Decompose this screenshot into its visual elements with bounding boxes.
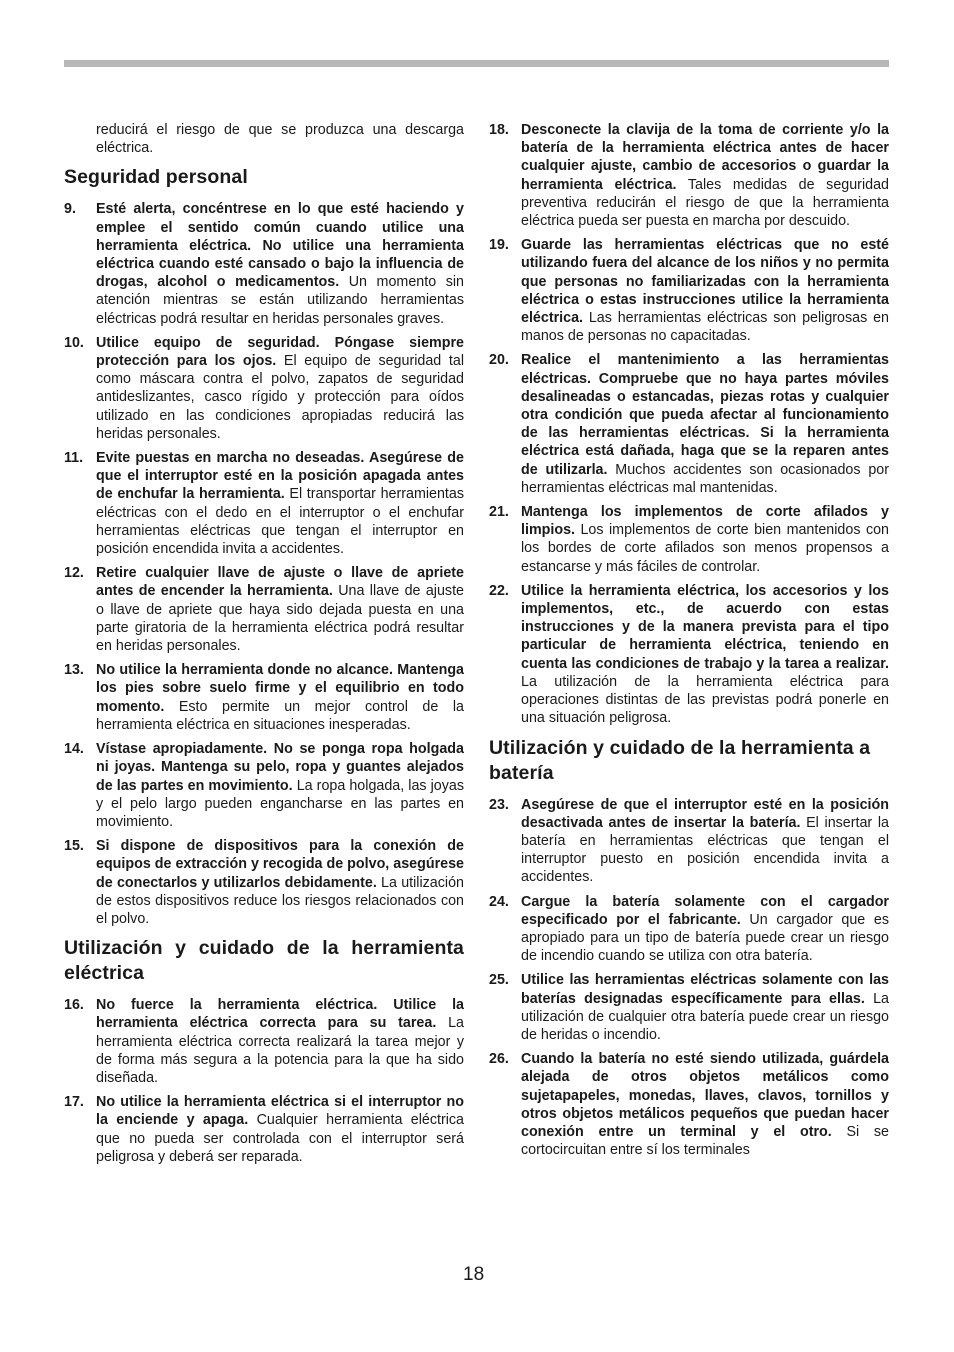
item-explanation: Si se cortocircuitan entre sí los terminales (521, 1123, 889, 1159)
item-explanation: Las herramientas eléctricas son peligrosas en manos de personas no capacitadas. (521, 310, 889, 345)
list-item (489, 236, 889, 345)
list-item (489, 796, 889, 887)
list-item (489, 582, 889, 728)
item-instruction: Vístase apropiadamente. No se ponga ropa holgada ni joyas. Mantenga su pelo, ropa y guantes alejados de las partes en movimiento. (96, 741, 464, 794)
personal-safety-list (64, 200, 464, 928)
item-explanation: La utilización de cualquier otra batería puede crear un riesgo de heridas o incendio. (521, 990, 890, 1043)
item-instruction: Asegúrese de que el interruptor esté en la posición desactivada antes de insertar la batería. (521, 796, 889, 831)
item-instruction: Evite puestas en marcha no deseadas. Asegúrese de que el interruptor esté en la posición apagada antes de enchufar la herramienta. (96, 450, 464, 503)
item-number: 17. (64, 1094, 84, 1111)
item-number: 11. (64, 450, 84, 467)
list-item (489, 351, 889, 497)
item-number: 25. (489, 972, 509, 989)
list-item (64, 740, 464, 831)
list-item (489, 121, 889, 230)
section-heading-power-tool-use: Utilización y cuidado de la herramienta eléctrica (64, 937, 464, 985)
item-instruction: Esté alerta, concéntrese en lo que esté haciendo y emplee el sentido común cuando utilice una herramienta eléctrica. No utilice una herramienta eléctrica cuando esté cansado o bajo la influencia de drogas, alcohol o medicamentos. (96, 201, 464, 291)
item-number: 22. (489, 582, 509, 599)
item-number: 21. (489, 504, 509, 521)
item-number: 18. (489, 122, 509, 138)
list-item (64, 564, 464, 655)
list-item (489, 1050, 889, 1159)
item-explanation: Un cargador que es apropiado para un tipo de batería puede crear un riesgo de incendio cuando se utiliza con otra batería. (521, 911, 889, 965)
power-tool-use-list (64, 996, 464, 1166)
item-explanation: Muchos accidentes son ocasionados por herramientas eléctricas mal mantenidas. (521, 461, 889, 496)
item-explanation: Esto permite un mejor control de la herramienta eléctrica en situaciones inesperadas. (96, 698, 464, 733)
item-number: 14. (64, 741, 84, 758)
item-number: 23. (489, 796, 509, 813)
item-instruction: Guarde las herramientas eléctricas que no esté utilizando fuera del alcance de los niños y no permita que personas no familiarizadas con la herramienta eléctrica o estas instrucciones utilice la herramienta eléctrica. (521, 237, 889, 327)
item-instruction: Utilice equipo de seguridad. Póngase siempre protección para los ojos. (96, 334, 464, 370)
item-explanation: Tales medidas de seguridad preventiva reducirán el riesgo de que la herramienta eléctrica pueda ser puesta en marcha por descuido. (521, 176, 889, 230)
item-number: 26. (489, 1051, 509, 1068)
item-instruction: No utilice la herramienta donde no alcance. Mantenga los pies sobre suelo firme y el equilibrio en todo momento. (96, 662, 464, 715)
item-number: 19. (489, 237, 509, 254)
item-instruction: No utilice la herramienta eléctrica si el interruptor no la enciende y apaga. (96, 1094, 464, 1129)
power-tool-use-list-continued (489, 121, 889, 728)
item-number: 13. (64, 662, 84, 679)
item-instruction: Realice el mantenimiento a las herramientas eléctricas. Compruebe que no haya partes móviles desalineadas o estancadas, piezas rotas y cualquier otra condición que pueda afectar al funcionamiento de las herramientas eléctricas. Si la herramienta eléctrica está dañada, haga que se la reparen antes de utilizarla. (521, 352, 889, 478)
item-explanation: La utilización de estos dispositivos reduce los riesgos relacionados con el polvo. (96, 874, 464, 927)
list-item (64, 661, 464, 734)
item-explanation: Una llave de ajuste o llave de apriete que haya sido dejada puesta en una parte giratoria de la herramienta eléctrica podrá resultar en heridas personales. (96, 583, 464, 655)
list-item (489, 503, 889, 576)
item-explanation: La ropa holgada, las joyas y el pelo largo pueden engancharse en las partes en movimiento. (96, 777, 465, 830)
item-explanation: El insertar la batería en herramientas eléctricas que tengan el interruptor puesto en posición encendida invita a accidentes. (521, 814, 889, 886)
item-instruction: Utilice las herramientas eléctricas solamente con las baterías designadas específicamente para ellas. (521, 972, 889, 1007)
list-item (489, 893, 889, 966)
list-item (64, 837, 464, 928)
continuation-text: reducirá el riesgo de que se produzca una descarga eléctrica. (96, 122, 464, 157)
item-number: 12. (64, 565, 84, 582)
list-item (489, 971, 889, 1044)
page-number: 18 (463, 1264, 485, 1285)
item-instruction: No fuerce la herramienta eléctrica. Utilice la herramienta eléctrica correcta para su tarea. (96, 997, 464, 1032)
item-number: 20. (489, 352, 509, 369)
item-explanation: Los implementos de corte bien mantenidos con los bordes de corte afilados son menos propensos a estancarse y más fáciles de controlar. (521, 522, 889, 575)
section-heading-personal-safety: Seguridad personal (64, 166, 248, 189)
item-instruction: Cargue la batería solamente con el cargador especificado por el fabricante. (521, 893, 889, 928)
item-number: 10. (64, 334, 84, 351)
item-number: 16. (64, 997, 84, 1014)
item-number: 24. (489, 893, 509, 910)
list-item (64, 449, 464, 558)
item-explanation: La herramienta eléctrica correcta realizará la tarea mejor y de forma más segura a la potencia para la que ha sido diseñada. (96, 1015, 464, 1086)
item-explanation: El transportar herramientas eléctricas con el dedo en el interruptor o el enchufar herramientas eléctricas que tengan el interruptor en posición encendida invita a accidentes. (96, 486, 465, 558)
item-explanation: Un momento sin atención mientras se están utilizando herramientas eléctricas podrá resultar en heridas personales graves. (96, 274, 464, 327)
item-number: 15. (64, 838, 84, 855)
item-instruction: Mantenga los implementos de corte afilados y limpios. (521, 504, 889, 539)
header-rule (64, 60, 889, 67)
item-explanation: El equipo de seguridad tal como máscara contra el polvo, zapatos de seguridad antideslizantes, casco rígido y protección para oídos utilizado en las condiciones apropiadas reducirá las heridas personales. (96, 353, 465, 442)
right-column (489, 121, 889, 1165)
item-instruction: Si dispone de dispositivos para la conexión de equipos de extracción y recogida de polvo, asegúrese de conectarlos y utilizarlos debidamente. (96, 838, 464, 891)
list-item (64, 200, 464, 327)
list-item (64, 1093, 464, 1166)
item-explanation: Cualquier herramienta eléctrica que no pueda ser controlada con el interruptor será peligrosa y deberá ser reparada. (96, 1112, 465, 1165)
item-instruction: Retire cualquier llave de ajuste o llave de apriete antes de encender la herramienta. (96, 565, 464, 600)
battery-tool-use-list (489, 796, 889, 1160)
item-instruction: Cuando la batería no esté siendo utilizada, guárdela alejada de otros objetos metálicos como sujetapapeles, monedas, llaves, clavos, tornillos y otros objetos metálicos pequeños que puedan hacer conexión entre un terminal y el otro. (521, 1051, 889, 1140)
item-instruction: Desconecte la clavija de la toma de corriente y/o la batería de la herramienta eléctrica antes de hacer cualquier ajuste, cambio de accesorios o guardar la herramienta eléctrica. (521, 122, 889, 193)
list-item (64, 334, 464, 443)
left-column (64, 121, 464, 1172)
item-instruction: Utilice la herramienta eléctrica, los accesorios y los implementos, etc., de acuerdo con estas instrucciones y de la manera prevista para el tipo particular de herramienta eléctrica, teniendo en cuenta las condiciones de trabajo y la tarea a realizar. (521, 582, 889, 672)
list-item (64, 996, 464, 1087)
section-heading-battery-tool-use: Utilización y cuidado de la herramienta a batería (489, 736, 871, 784)
item-number: 9. (64, 201, 76, 218)
item-explanation: La utilización de la herramienta eléctrica para operaciones distintas de las previstas podrá ponerle en una situación peligrosa. (521, 673, 889, 727)
